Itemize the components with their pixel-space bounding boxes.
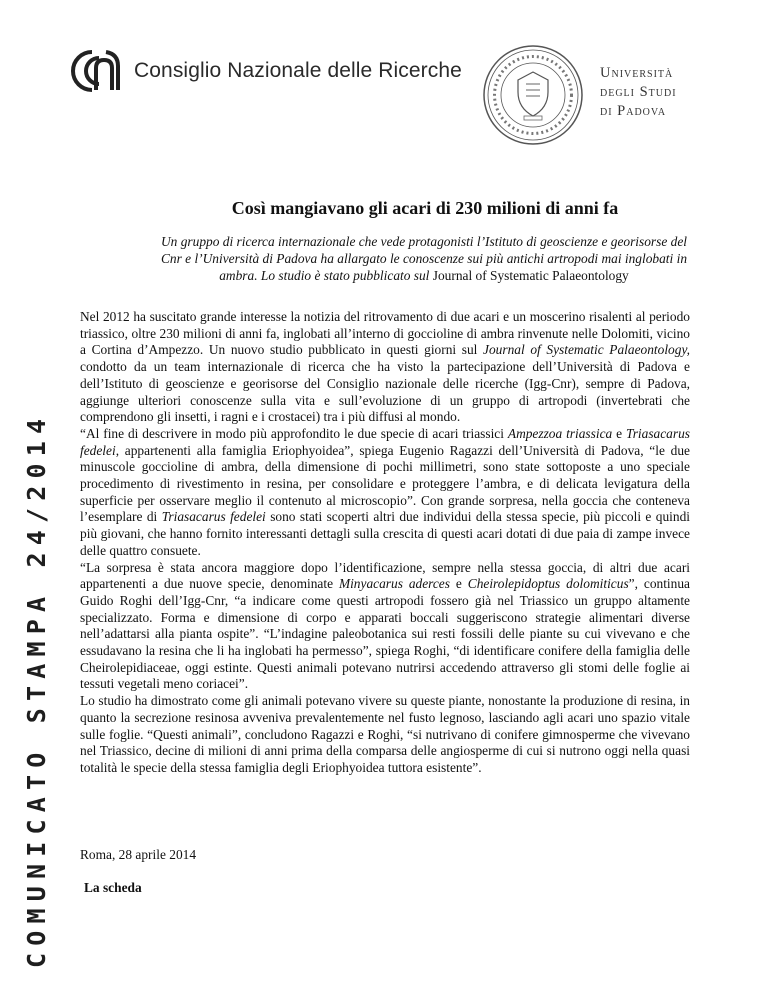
species-name: Triasacarus fedelei [161,509,266,525]
text-run: e [455,576,462,592]
text-run: Nel 2012 ha suscitato grande interesse la notizia del ritrovamento di due acari e un moscerino risalenti al periodo triassico, oltre 230 milioni di anni fa, inglobati all’interno di goccioline di ambra rinvenute nelle Dolomiti, vicino a Cortina d’Ampezzo. Un nuovo studio pubblicato in questi giorni sul [80,309,690,358]
dateline: Roma, 28 aprile 2014 [80,847,197,862]
article-body [80,309,690,777]
cnr-logo-icon [70,46,128,96]
species-name: Triasacarus fedelei [80,425,690,458]
university-name-line-3: di Padova [600,103,667,119]
university-name-line-1: Università [600,65,674,81]
paragraph-2 [80,426,690,560]
journal-name: Journal of Systematic Palaeontology, [483,342,690,358]
text-run: e [616,425,623,441]
cnr-header [70,46,462,96]
paragraph-1 [80,309,690,426]
paragraph-3 [80,560,690,694]
text-run: “Al fine di descrivere in modo più approfondito le due specie di acari triassici [80,425,504,441]
subheadline [160,233,688,284]
species-name: Minyacarus aderces [338,576,450,592]
section-heading: La scheda [84,880,142,895]
press-release-banner: COMUNICATO STAMPA 24/2014 [22,411,51,968]
text-run: sono stati scoperti altri due individui della stessa specie, più piccoli e quindi più giovani, che hanno fornito interessanti dettagli sulla crescita di questi acari dotati di due paia di zampe invece delle quattro consuete. [80,509,690,558]
journal-name: Journal of Systematic Palaeontology [432,268,629,283]
text-run: condotto da un team internazionale di ricerca che ha visto la partecipazione dell’Università di Padova e dell’Istituto di geoscienze e georisorse del Consiglio nazionale delle ricerche (Igg-Cnr), sempre di Padova, aggiunge ulteriori conoscenze sulla vita e sull’evoluzione di un gruppo di artropodi (invertebrati che comprendono gli insetti, i ragni e i crostacei) tra i più diffusi al mondo. [80,359,690,425]
paragraph-4: Lo studio ha dimostrato come gli animali potevano vivere su queste piante, nonostante la produzione di resina, in quanto la secrezione resinosa avveniva prevalentemente nel fusto legnoso, lasciando agli acari uno spazio vitale sulle foglie. “Questi animali”, concludono Ragazzi e Roghi, “si nutrivano di conifere gimnosperme che vivevano nel Triassico, decine di milioni di anni prima della comparsa delle angiosperme di cui si nutrono oggi nella quasi totalità le specie della stessa famiglia degli Eriophyoidea tuttora esistente”. [80,693,690,775]
headline: Così mangiavano gli acari di 230 milioni di anni fa [231,198,619,218]
university-name-line-2: degli Studi [600,84,677,100]
text-run: ”, continua Guido Roghi dell’Igg-Cnr, “a indicare come questi artropodi fossero già nel Triassico un gruppo altamente specializzato. Forma e dimensione di corpo e apparati boccali suggeriscono strategie alimentari diverse nell’adattarsi alla pianta ospite”. “L’indagine paleobotanica sui resti fossili delle piante su cui vivevano e che essudavano la resina che li ha inglobati ha permesso”, spiega Roghi, “di identificare conifere della famiglia delle Cheirolepidiaceae, oggi estinte. Questi animali potevano nutrirsi accedendo attraverso gli stomi delle foglie ai tessuti vegetali meno coriacei”. [80,576,690,692]
species-name: Cheirolepidoptus dolomiticus [467,576,629,592]
species-name: Ampezzoa triassica [507,425,613,441]
university-name [600,64,677,121]
text-run: “La sorpresa è stata ancora maggiore dopo l’identificazione, sempre nella stessa goccia, di altri due acari appartenenti a due nuove specie, denominate [80,559,690,592]
cnr-name: Consiglio Nazionale delle Ricerche [134,59,462,82]
subheadline-text: Un gruppo di ricerca internazionale che vede protagonisti l’Istituto di geoscienze e georisorse del Cnr e l’Università di Padova ha allargato le conoscenze sui più antichi artropodi mai inglobati in ambra. Lo studio è stato pubblicato sul [160,234,688,283]
university-seal-icon [482,44,584,146]
text-run: , appartenenti alla famiglia Eriophyoidea”, spiega Eugenio Ragazzi dell’Università di Padova, “le due minuscole goccioline di ambra, della dimensione di pochi millimetri, sono state sottoposte a uno speciale procedimento di rivestimento in resina, per consolidare e proteggere l’ambra, e di delicata levigatura della superficie per osservare meglio il contenuto al microscopio”. Con grande sorpresa, nella goccia che conteneva l’esemplare di [80,442,690,525]
